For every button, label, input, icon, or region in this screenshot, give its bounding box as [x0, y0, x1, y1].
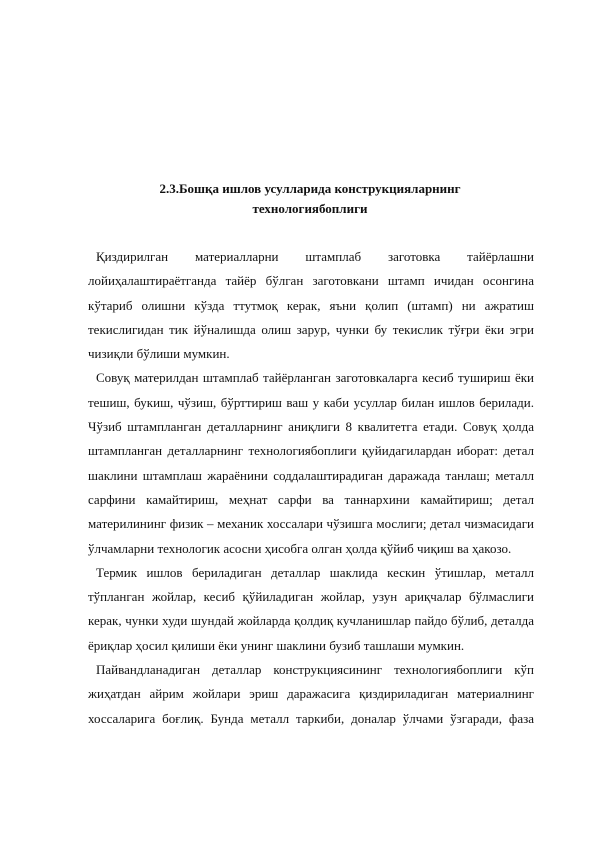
paragraph-1: Қиздирилган материалларни штамплаб заготовка тайёрлашни лойиҳалаштираётганда тайёр бўлган заготовкани штамп ичидан осонгина кўтариб олишни кўзда ттутмоқ керак, яъни қолип (штамп) ни ажратиш текислигидан тик йўналишда олиш зарур, чунки бу текислик тўғри ёки эгри чизиқли бўлиши мумкин. — [88, 249, 534, 362]
section-title — [60, 179, 560, 219]
paragraph-2: Совуқ материлдан штамплаб тайёрланган заготовкаларга кесиб тушириш ёки тешиш, букиш, чўзиш, бўрттириш ваш у каби усуллар билан ишлов берилади. Чўзиб штампланган деталларнинг аниқлиги 8 квалитетга етади. Совуқ ҳолда штампланган деталларнинг технологиябоплиги қуйидагилардан иборат: детал шаклини штамплаш жараёнини соддалаштирадиган даражада танлаш; металл сарфини камайтириш, меҳнат сарфи ва таннархини камайтириш; детал материлининг физик – механик хоссалари чўзишга мослиги; детал чизмасидаги ўлчамларни технологик асосни ҳисобга олган ҳолда қўйиб чиқиш ва ҳакозо. — [88, 370, 534, 556]
section-title-line-2: технологиябоплиги — [252, 201, 368, 216]
paragraph-3: Термик ишлов бериладиган деталлар шаклида кескин ўтишлар, металл тўпланган жойлар, кесиб қўйиладиган жойлар, узун ариқчалар бўлмаслиги керак, чунки худи шундай жойларда қолдиқ кучланишлар пайдо бўлиб, деталда ёриқлар ҳосил қилиши ёки унинг шаклини бузиб ташлаши мумкин. — [88, 564, 534, 653]
body-text — [88, 245, 534, 731]
section-title-line-1: 2.3.Бошқа ишлов усулларида конструкцияларнинг — [159, 181, 461, 196]
paragraph-4: Пайвандланадиган деталлар конструкциясининг технологиябоплиги кўп жиҳатдан айрим жойлари эриш даражасига қиздириладиган материалнинг хоссаларига боғлиқ. Бунда металл таркиби, доналар ўлчами ўзгаради, фаза — [88, 662, 534, 726]
